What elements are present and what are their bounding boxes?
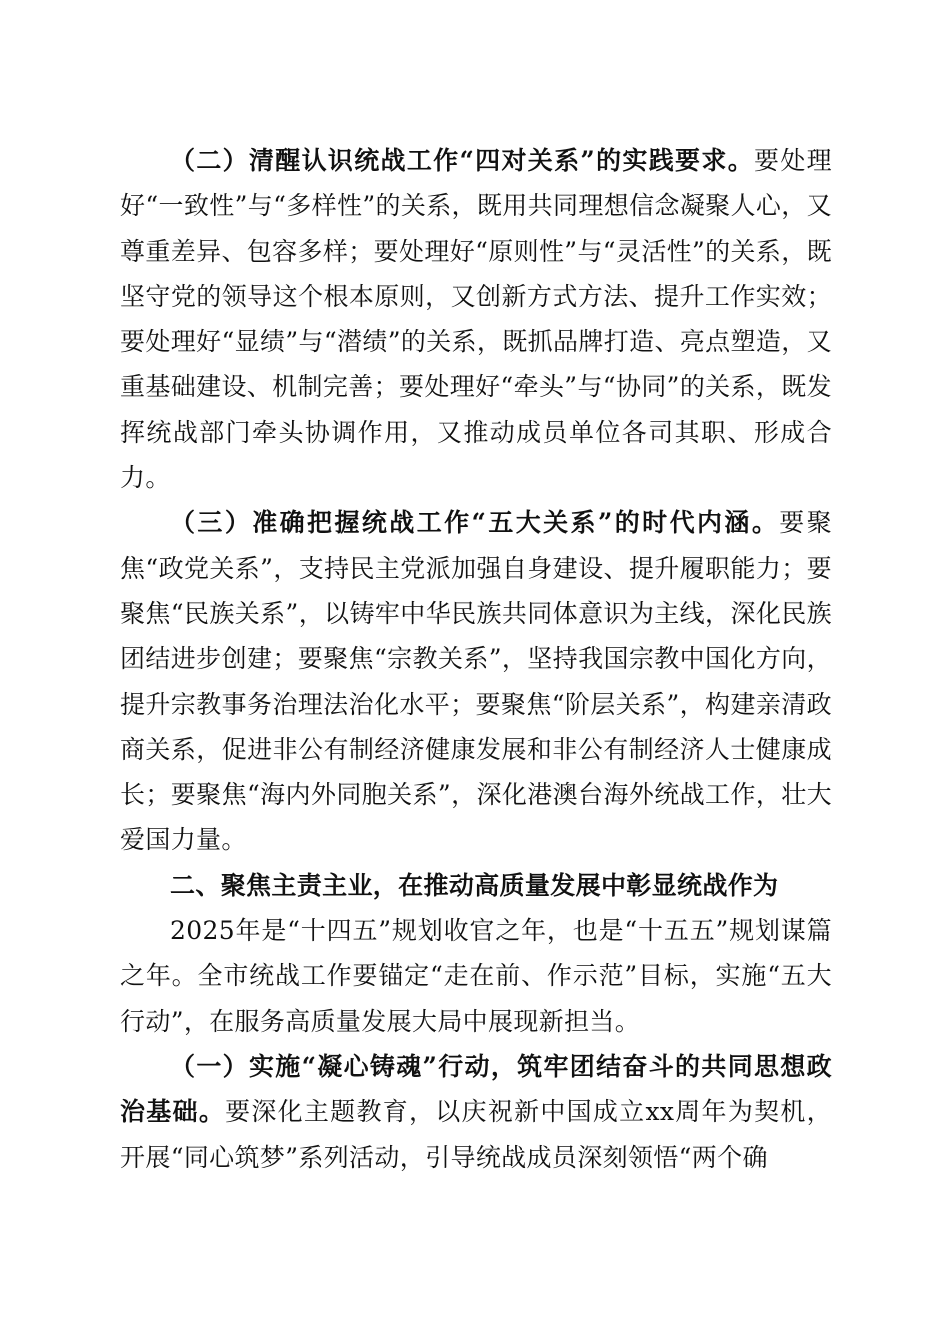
paragraph-body: 要处理好“一致性”与“多样性”的关系，既用共同理想信念凝聚人心，又尊重差异、包容多样；要处理好“原则性”与“灵活性”的关系，既坚守党的领导这个根本原则，又创新方式方法、提升工作实效；要处理好“显绩”与“潜绩”的关系，既抓品牌打造、亮点塑造，又重基础建设、机制完善；要处理好“牵头”与“协同”的关系，既发挥统战部门牵头协调作用，又推动成员单位各司其职、形成合力。 [120,146,832,493]
subsection-title-action-one: （一）实施“凝心铸魂”行动，筑牢团结奋斗的共同思想政治基础。 [120,1051,832,1127]
paragraph-action-one [120,1044,832,1180]
paragraph-body: 要聚焦“政党关系”，支持民主党派加强自身建设、提升履职能力；要聚焦“民族关系”，以铸牢中华民族共同体意识为主线，深化民族团结进步创建；要聚焦“宗教关系”，坚持我国宗教中国化方向，提升宗教事务治理法治化水平；要聚焦“阶层关系”，构建亲清政商关系，促进非公有制经济健康发展和非公有制经济人士健康成长；要聚焦“海内外同胞关系”，深化港澳台海外统战工作，壮大爱国力量。 [120,508,832,855]
subsection-title-four-relations: （二）清醒认识统战工作“四对关系”的实践要求。 [170,146,755,175]
paragraph-five-relations [120,500,832,862]
section-heading: 二、聚焦主责主业，在推动高质量发展中彰显统战作为 [170,870,779,900]
paragraph-body: 2025年是“十四五”规划收官之年，也是“十五五”规划谋篇之年。全市统战工作要锚定“走在前、作示范”目标，实施“五大行动”，在服务高质量发展大局中展现新担当。 [120,916,832,1036]
subsection-title-five-relations: （三）准确把握统战工作“五大关系”的时代内涵。 [170,508,780,538]
paragraph-intro-2025 [120,908,832,1044]
paragraph-body: 要深化主题教育，以庆祝新中国成立xx周年为契机，开展“同心筑梦”系列活动，引导统战成员深刻领悟“两个确 [120,1097,832,1172]
document-page [120,138,832,1180]
paragraph-four-relations [120,138,832,500]
